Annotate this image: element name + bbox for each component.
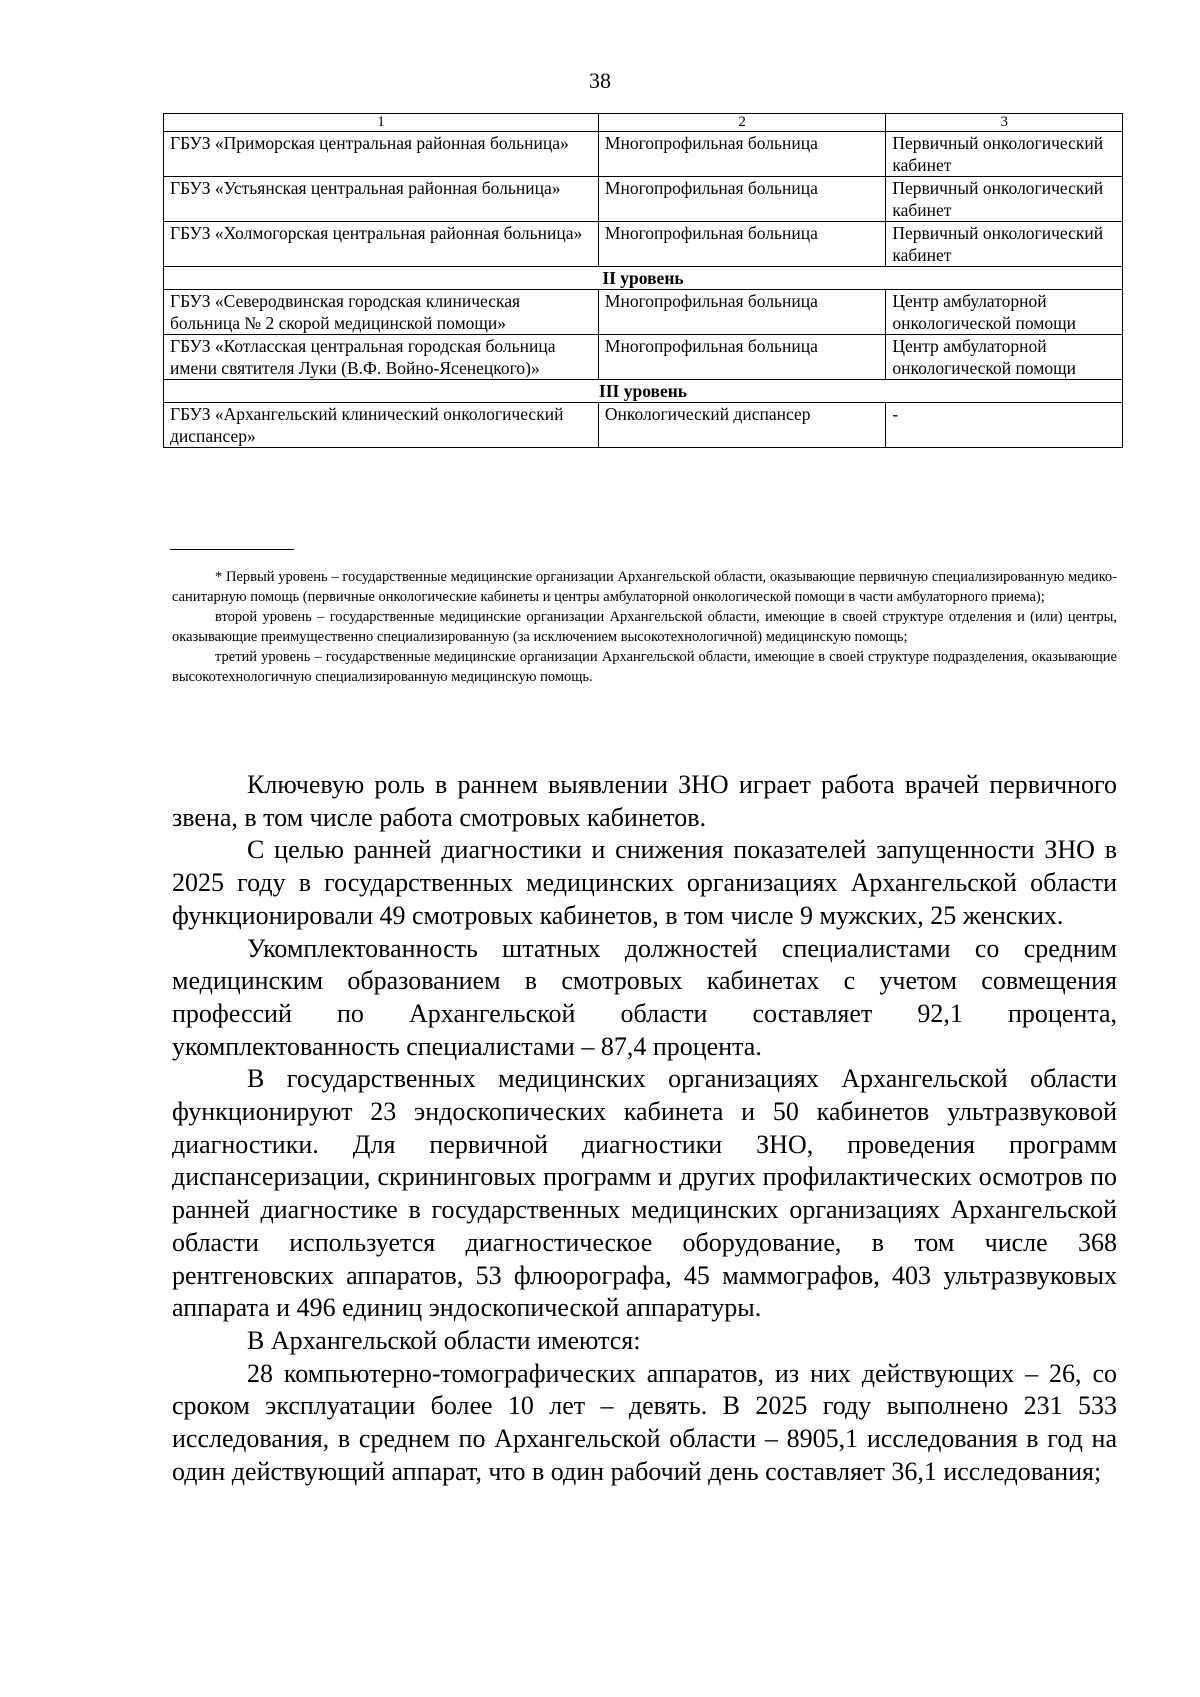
table-row [164, 132, 1123, 177]
organizations-table [163, 113, 1123, 448]
table-cell: Многопрофильная больница [598, 335, 885, 380]
table-header-row [164, 114, 1123, 132]
body-paragraph: Ключевую роль в раннем выявлении ЗНО играет работа врачей первичного звена, в том числе работа смотровых кабинетов. [172, 770, 1117, 832]
table-cell: ГБУЗ «Архангельский клинический онкологический диспансер» [164, 403, 599, 448]
table-row [164, 290, 1123, 335]
footnotes [172, 567, 1117, 687]
table-cell: Онкологический диспансер [598, 403, 885, 448]
table-cell: Первичный онкологический кабинет [886, 177, 1123, 222]
body-paragraph: 28 компьютерно-томографических аппаратов, из них действующих – 26, со сроком эксплуатации более 10 лет – девять. В 2025 году выполнено 231 533 исследования, в среднем по Архангельской области – 8905,1 исследования в год на один действующий аппарат, что в один рабочий день составляет 36,1 исследования; [172, 1358, 1117, 1486]
table-cell: Первичный онкологический кабинет [886, 222, 1123, 267]
level-row [164, 380, 1123, 403]
body-paragraph: В Архангельской области имеются: [247, 1325, 641, 1355]
table-cell: ГБУЗ «Устьянская центральная районная больница» [164, 177, 599, 222]
footnote-paragraph: второй уровень – государственные медицинские организации Архангельской области, имеющие в своей структуре отделения и (или) центры, оказывающие преимущественно специализированную (за исключением высокотехнологичной) медицинскую помощь; [172, 609, 1117, 645]
body-paragraph: В государственных медицинских организациях Архангельской области функционируют 23 эндоскопических кабинета и 50 кабинетов ультразвуковой диагностики. Для первичной диагностики ЗНО, проведения программ диспансеризации, скрининговых программ и других профилактических осмотров по ранней диагностике в государственных медицинских организациях Архангельской области используется диагностическое оборудование, в том числе 368 рентгеновских аппаратов, 53 флюорографа, 45 маммографов, 403 ультразвуковых аппарата и 496 единиц эндоскопической аппаратуры. [172, 1064, 1117, 1323]
table-cell: Многопрофильная больница [598, 222, 885, 267]
body-paragraph: Укомплектованность штатных должностей специалистами со средним медицинским образованием в смотровых кабинетах с учетом совмещения профессий по Архангельской области составляет 92,1 процента, укомплектованность специалистами – 87,4 процента. [172, 933, 1117, 1061]
level-row [164, 267, 1123, 290]
body-text [172, 769, 1117, 1488]
table-row [164, 403, 1123, 448]
level-label: II уровень [164, 267, 1123, 290]
footnote-paragraph: * Первый уровень – государственные медицинские организации Архангельской области, оказывающие первичную специализированную медико-санитарную помощь (первичные онкологические кабинеты и центры амбулаторной онкологической помощи в части амбулаторного приема); [172, 569, 1117, 605]
table-cell: Многопрофильная больница [598, 177, 885, 222]
table-cell: Центр амбулаторной онкологической помощи [886, 290, 1123, 335]
table-cell: - [886, 403, 1123, 448]
table-row [164, 335, 1123, 380]
column-header-1: 1 [164, 114, 599, 132]
table-cell: Первичный онкологический кабинет [886, 132, 1123, 177]
table-cell: Центр амбулаторной онкологической помощи [886, 335, 1123, 380]
level-label: III уровень [164, 380, 1123, 403]
table-cell: ГБУЗ «Холмогорская центральная районная больница» [164, 222, 599, 267]
table-cell: ГБУЗ «Северодвинская городская клиническая больница № 2 скорой медицинской помощи» [164, 290, 599, 335]
table-cell: Многопрофильная больница [598, 290, 885, 335]
table-cell: ГБУЗ «Котласская центральная городская больница имени святителя Луки (В.Ф. Войно-Ясенецкого)» [164, 335, 599, 380]
table-cell: ГБУЗ «Приморская центральная районная больница» [164, 132, 599, 177]
footnote-separator [170, 549, 294, 550]
column-header-3: 3 [886, 114, 1123, 132]
table-row [164, 177, 1123, 222]
page-number: 38 [589, 68, 611, 93]
column-header-2: 2 [598, 114, 885, 132]
table-row [164, 222, 1123, 267]
table-cell: Многопрофильная больница [598, 132, 885, 177]
body-paragraph: С целью ранней диагностики и снижения показателей запущенности ЗНО в 2025 году в государственных медицинских организациях Архангельской области функционировали 49 смотровых кабинетов, в том числе 9 мужских, 25 женских. [172, 835, 1117, 930]
footnote-paragraph: третий уровень – государственные медицинские организации Архангельской области, имеющие в своей структуре подразделения, оказывающие высокотехнологичную специализированную медицинскую помощь. [172, 649, 1117, 685]
